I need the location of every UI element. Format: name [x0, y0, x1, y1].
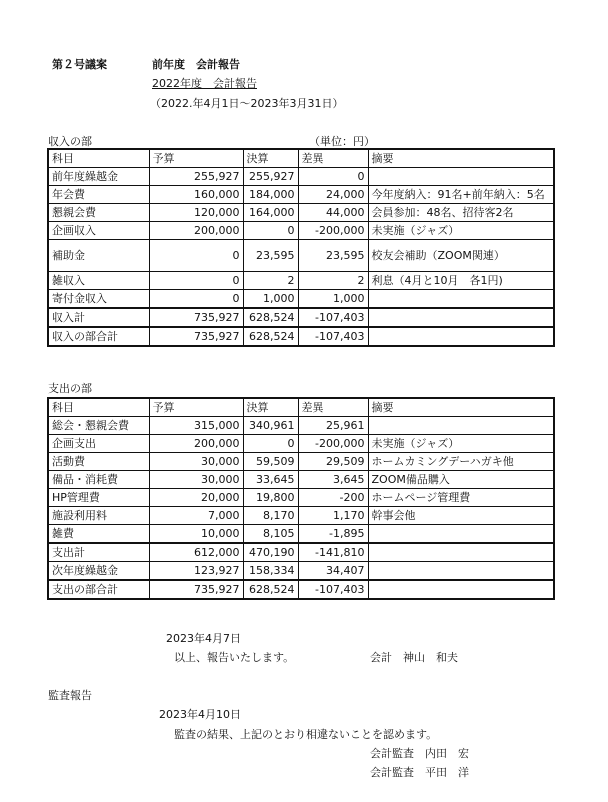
row-value: 19,800 [243, 489, 298, 507]
row-value: 34,407 [298, 562, 368, 581]
row-value: 735,927 [149, 308, 243, 327]
unit-label: （単位：円） [309, 135, 375, 148]
row-value: 120,000 [149, 204, 243, 222]
row-label: 前年度繰越金 [48, 168, 149, 186]
row-note: ホームページ管理費 [368, 489, 554, 507]
table-header-row [48, 398, 554, 417]
row-note: 利息（4月と10月 各1円) [368, 272, 554, 290]
row-value: 123,927 [149, 562, 243, 581]
row-value: 160,000 [149, 186, 243, 204]
row-value: -107,403 [298, 327, 368, 346]
row-value: 340,961 [243, 417, 298, 435]
row-value: -200,000 [298, 222, 368, 240]
report-statement: 以上、報告いたします。 [174, 651, 295, 664]
report-date: 2023年4月7日 [166, 632, 241, 645]
row-note [368, 580, 554, 599]
row-note [368, 562, 554, 581]
row-value: 735,927 [149, 327, 243, 346]
row-label: 次年度繰越金 [48, 562, 149, 581]
table-row [48, 186, 554, 204]
row-label: 雑収入 [48, 272, 149, 290]
table-row [48, 308, 554, 327]
row-value: 8,170 [243, 507, 298, 525]
table-row [48, 327, 554, 346]
row-label: 活動費 [48, 453, 149, 471]
row-value: 164,000 [243, 204, 298, 222]
table-row [48, 240, 554, 272]
row-value: 0 [149, 290, 243, 309]
row-value: 315,000 [149, 417, 243, 435]
row-label: 補助金 [48, 240, 149, 272]
column-header: 予算 [149, 398, 243, 417]
column-header: 科目 [48, 398, 149, 417]
row-value: -200 [298, 489, 368, 507]
row-value: 23,595 [243, 240, 298, 272]
row-label: 年会費 [48, 186, 149, 204]
row-note: 会員参加：48名、招待客2名 [368, 204, 554, 222]
row-value: -107,403 [298, 308, 368, 327]
report-signer: 会計 神山 和夫 [370, 651, 458, 664]
row-label: 企画支出 [48, 435, 149, 453]
row-value: 8,105 [243, 525, 298, 544]
audit-statement: 監査の結果、上記のとおり相違ないことを認めます。 [174, 728, 438, 741]
row-value: 735,927 [149, 580, 243, 599]
row-value: -1,895 [298, 525, 368, 544]
row-note: ホームカミングデーハガキ他 [368, 453, 554, 471]
row-label: 雑費 [48, 525, 149, 544]
row-value: -107,403 [298, 580, 368, 599]
row-value: 612,000 [149, 543, 243, 562]
expense-table [47, 397, 555, 600]
audit-date: 2023年4月10日 [159, 708, 241, 721]
row-value: 200,000 [149, 222, 243, 240]
column-header: 科目 [48, 149, 149, 168]
row-value: 0 [298, 168, 368, 186]
auditor-2: 会計監査 平田 洋 [370, 766, 469, 779]
row-value: 24,000 [298, 186, 368, 204]
row-value: 33,645 [243, 471, 298, 489]
row-value: 1,170 [298, 507, 368, 525]
row-note: 校友会補助（ZOOM関連） [368, 240, 554, 272]
row-value: 0 [243, 222, 298, 240]
row-label: 収入計 [48, 308, 149, 327]
row-note [368, 525, 554, 544]
row-value: 29,509 [298, 453, 368, 471]
row-value: 158,334 [243, 562, 298, 581]
row-value: -200,000 [298, 435, 368, 453]
row-value: 30,000 [149, 453, 243, 471]
table-row [48, 453, 554, 471]
table-row [48, 562, 554, 581]
row-note [368, 417, 554, 435]
row-value: 23,595 [298, 240, 368, 272]
row-value: 25,961 [298, 417, 368, 435]
income-section-label: 収入の部 [48, 135, 92, 148]
row-note: 幹事会他 [368, 507, 554, 525]
row-value: 0 [243, 435, 298, 453]
row-label: 懇親会費 [48, 204, 149, 222]
row-label: 総会・懇親会費 [48, 417, 149, 435]
row-value: 10,000 [149, 525, 243, 544]
row-label: HP管理費 [48, 489, 149, 507]
row-value: 470,190 [243, 543, 298, 562]
column-header: 決算 [243, 398, 298, 417]
row-note [368, 308, 554, 327]
table-row [48, 168, 554, 186]
column-header: 決算 [243, 149, 298, 168]
table-row [48, 507, 554, 525]
column-header: 摘要 [368, 149, 554, 168]
income-table [47, 148, 555, 347]
row-note: 未実施（ジャズ） [368, 222, 554, 240]
row-value: 255,927 [243, 168, 298, 186]
row-value: 0 [149, 240, 243, 272]
audit-heading: 監査報告 [48, 689, 92, 702]
auditor-1: 会計監査 内田 宏 [370, 747, 469, 760]
row-value: 20,000 [149, 489, 243, 507]
column-header: 差異 [298, 149, 368, 168]
table-row [48, 489, 554, 507]
row-note: 未実施（ジャズ） [368, 435, 554, 453]
table-row [48, 580, 554, 599]
row-note [368, 168, 554, 186]
row-value: 3,645 [298, 471, 368, 489]
row-value: 2 [243, 272, 298, 290]
row-value: 7,000 [149, 507, 243, 525]
table-row [48, 204, 554, 222]
expense-section-label: 支出の部 [48, 382, 92, 395]
row-label: 企画収入 [48, 222, 149, 240]
row-note: ZOOM備品購入 [368, 471, 554, 489]
row-value: 200,000 [149, 435, 243, 453]
table-row [48, 272, 554, 290]
row-value: 628,524 [243, 327, 298, 346]
table-row [48, 471, 554, 489]
row-note [368, 290, 554, 309]
row-value: 1,000 [298, 290, 368, 309]
column-header: 差異 [298, 398, 368, 417]
table-row [48, 525, 554, 544]
document-subtitle: 2022年度 会計報告 [152, 77, 257, 90]
row-value: 184,000 [243, 186, 298, 204]
row-value: 30,000 [149, 471, 243, 489]
agenda-number: 第２号議案 [52, 58, 107, 71]
row-value: 628,524 [243, 308, 298, 327]
row-value: 59,509 [243, 453, 298, 471]
row-value: 628,524 [243, 580, 298, 599]
row-label: 支出計 [48, 543, 149, 562]
row-label: 施設利用料 [48, 507, 149, 525]
table-row [48, 222, 554, 240]
table-header-row [48, 149, 554, 168]
table-row [48, 543, 554, 562]
table-row [48, 290, 554, 309]
row-value: 2 [298, 272, 368, 290]
row-label: 収入の部合計 [48, 327, 149, 346]
table-row [48, 435, 554, 453]
row-value: 0 [149, 272, 243, 290]
row-value: 44,000 [298, 204, 368, 222]
row-value: -141,810 [298, 543, 368, 562]
document-title: 前年度 会計報告 [152, 58, 240, 71]
row-value: 1,000 [243, 290, 298, 309]
fiscal-period: （2022.年4月1日～2023年3月31日） [150, 97, 344, 110]
row-value: 255,927 [149, 168, 243, 186]
row-note: 今年度納入：91名+前年納入：5名 [368, 186, 554, 204]
row-label: 支出の部合計 [48, 580, 149, 599]
row-note [368, 543, 554, 562]
column-header: 摘要 [368, 398, 554, 417]
row-note [368, 327, 554, 346]
row-label: 寄付金収入 [48, 290, 149, 309]
row-label: 備品・消耗費 [48, 471, 149, 489]
column-header: 予算 [149, 149, 243, 168]
table-row [48, 417, 554, 435]
